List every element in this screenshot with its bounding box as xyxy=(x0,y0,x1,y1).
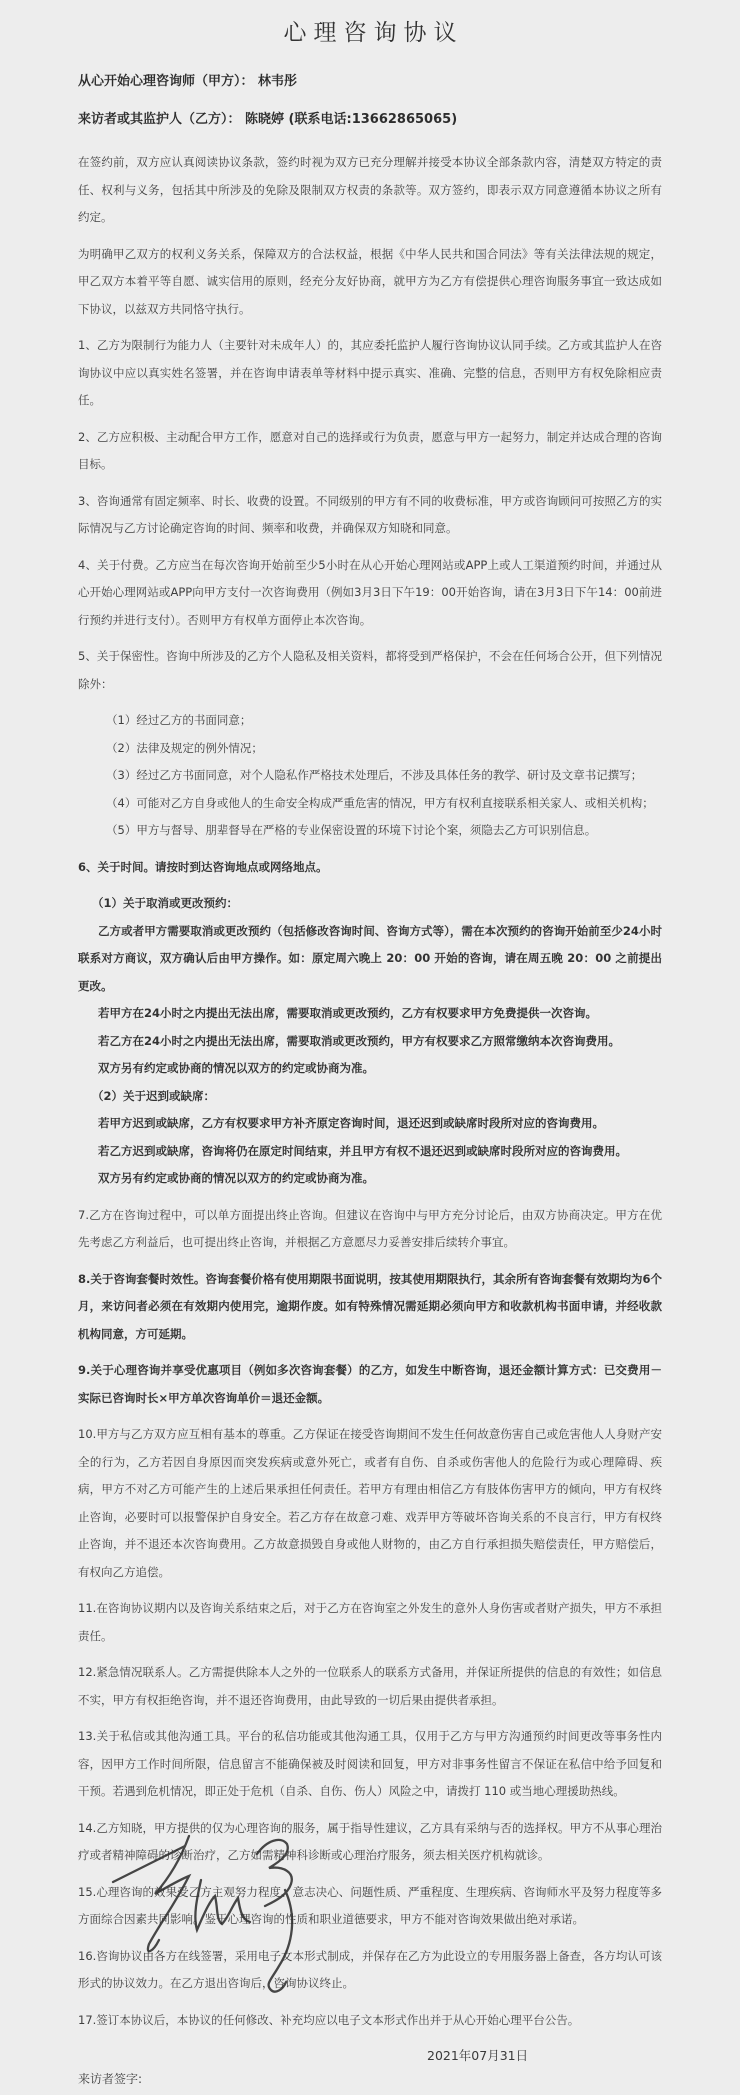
paragraph: 在签约前，双方应认真阅读协议条款，签约时视为双方已充分理解并接受本协议全部条款内容，清楚双方特定的责任、权利与义务，包括其中所涉及的免除及限制双方权责的条款等。双方签约，即表示双方同意遵循本协议之所有约定。 xyxy=(78,155,662,224)
paragraph: 若甲方迟到或缺席，乙方有权要求甲方补齐原定咨询时间，退还迟到或缺席时段所对应的咨询费用。 xyxy=(98,1116,604,1130)
agreement-content xyxy=(78,0,662,2087)
paragraph: 2、乙方应积极、主动配合甲方工作，愿意对自己的选择或行为负责，愿意与甲方一起努力，制定并达成合理的咨询目标。 xyxy=(78,429,662,471)
paragraph: 7.乙方在咨询过程中，可以单方面提出终止咨询。但建议在咨询中与甲方充分讨论后，由双方协商决定。甲方在优先考虑乙方利益后，也可提出终止咨询，并根据乙方意愿尽力妥善安排后续转介事宜。 xyxy=(78,1207,662,1249)
paragraph: 双方另有约定或协商的情况以双方的约定或协商为准。 xyxy=(98,1061,374,1075)
paragraph: 16.咨询协议由各方在线签署，采用电子文本形式制成，并保存在乙方为此设立的专用服务器上备查，各方均认可该形式的协议效力。在乙方退出咨询后，咨询协议终止。 xyxy=(78,1948,662,1990)
paragraph: 5、关于保密性。咨询中所涉及的乙方个人隐私及相关资料，都将受到严格保护，不会在任何场合公开，但下列情况除外： xyxy=(78,649,662,691)
party-a-line: 从心开始心理咨询师（甲方）： 林韦彤 xyxy=(78,74,298,89)
paragraph: （1）关于取消或更改预约： xyxy=(92,896,239,910)
paragraph-list xyxy=(78,149,662,2034)
paragraph: （4）可能对乙方自身或他人的生命安全构成严重危害的情况，甲方有权利直接联系相关家人、或相关机构； xyxy=(106,795,654,810)
paragraph: 17.签订本协议后，本协议的任何修改、补充均应以电子文本形式作出并于从心开始心理平台公告。 xyxy=(78,2012,580,2027)
paragraph: （3）经过乙方书面同意，对个人隐私作严格技术处理后，不涉及具体任务的教学、研讨及文章书记撰写； xyxy=(106,768,643,782)
paragraph: （2）法律及规定的例外情况； xyxy=(106,740,263,755)
signature-label: 来访者签字: xyxy=(78,2072,143,2086)
page-title: 心理咨询协议 xyxy=(283,20,464,46)
signature-date: 2021年07月31日 xyxy=(427,2048,529,2063)
paragraph: （1）经过乙方的书面同意； xyxy=(106,713,252,727)
paragraph: 8.关于咨询套餐时效性。咨询套餐价格有使用期限书面说明，按其使用期限执行，其余所有咨询套餐有效期均为6个月，来访问者必须在有效期内使用完，逾期作废。如有特殊情况需延期必须向甲方和收款机构书面申请，并经收款机构同意，方可延期。 xyxy=(78,1271,662,1341)
paragraph: 9.关于心理咨询并享受优惠项目（例如多次咨询套餐）的乙方，如发生中断咨询，退还金额计算方式：已交费用－实际已咨询时长×甲方单次咨询单价＝退还金额。 xyxy=(78,1363,662,1405)
paragraph: （5）甲方与督导、朋辈督导在严格的专业保密设置的环境下讨论个案，须隐去乙方可识别信息。 xyxy=(106,823,597,837)
paragraph: 4、关于付费。乙方应当在每次咨询开始前至少5小时在从心开始心理网站或APP上或人工渠道预约时间，并通过从心开始心理网站或APP向甲方支付一次咨询费用（例如3月3日下午19：00开始咨询，请在3月3日下午14：00前进行预约并进行支付）。否则甲方有权单方面停止本次咨询。 xyxy=(78,557,662,627)
party-b-line: 来访者或其监护人（乙方）： 陈晓婷 (联系电话:13662865065) xyxy=(78,112,458,127)
paragraph: 3、咨询通常有固定频率、时长、收费的设置。不同级别的甲方有不同的收费标准，甲方或咨询顾问可按照乙方的实际情况与乙方讨论确定咨询的时间、频率和收费，并确保双方知晓和同意。 xyxy=(78,493,662,535)
paragraph: 双方另有约定或协商的情况以双方的约定或协商为准。 xyxy=(98,1171,374,1185)
paragraph: 为明确甲乙双方的权利义务关系，保障双方的合法权益，根据《中华人民共和国合同法》等有关法律法规的规定，甲乙双方本着平等自愿、诚实信用的原则，经充分友好协商，就甲方为乙方有偿提供心理咨询服务事宜一致达成如下协议，以兹双方共同恪守执行。 xyxy=(78,246,662,316)
paragraph: 11.在咨询协议期内以及咨询关系结束之后，对于乙方在咨询室之外发生的意外人身伤害或者财产损失，甲方不承担责任。 xyxy=(78,1601,662,1643)
paragraph: 1、乙方为限制行为能力人（主要针对未成年人）的，其应委托监护人履行咨询协议认同手续。乙方或其监护人在咨询协议中应以真实姓名签署，并在咨询申请表单等材料中提示真实、准确、完整的信息，否则甲方有权免除相应责任。 xyxy=(78,338,662,407)
paragraph: 乙方或者甲方需要取消或更改预约（包括修改咨询时间、咨询方式等），需在本次预约的咨询开始前至少24小时联系对方商议，双方确认后由甲方操作。如：原定周六晚上 20：00 开始的咨询，请在周五晚 20：00 之前提出更改。 xyxy=(78,923,662,993)
paragraph: 13.关于私信或其他沟通工具。平台的私信功能或其他沟通工具，仅用于乙方与甲方沟通预约时间更改等事务性内容，因甲方工作时间所限，信息留言不能确保被及时阅读和回复，甲方对非事务性留言不保证在私信中给予回复和干预。若遇到危机情况，即正处于危机（自杀、自伤、伤人）风险之中，请拨打 110 或当地心理援助热线。 xyxy=(78,1729,662,1798)
paragraph: 若乙方在24小时之内提出无法出席，需要取消或更改预约，甲方有权要求乙方照常缴纳本次咨询费用。 xyxy=(98,1033,620,1048)
paragraph: （2）关于迟到或缺席： xyxy=(92,1088,216,1103)
paragraph: 6、关于时间。请按时到达咨询地点或网络地点。 xyxy=(78,859,328,874)
signature-image xyxy=(105,1834,335,1994)
paragraph: 12.紧急情况联系人。乙方需提供除本人之外的一位联系人的联系方式备用，并保证所提供的信息的有效性；如信息不实，甲方有权拒绝咨询，并不退还咨询费用，由此导致的一切后果由提供者承担。 xyxy=(78,1665,662,1707)
paragraph: 14.乙方知晓，甲方提供的仅为心理咨询的服务，属于指导性建议，乙方具有采纳与否的选择权。甲方不从事心理治疗或者精神障碍的诊断治疗，乙方如需精神科诊断或心理治疗服务，须去相关医疗机构就诊。 xyxy=(78,1820,662,1862)
paragraph: 10.甲方与乙方双方应互相有基本的尊重。乙方保证在接受咨询期间不发生任何故意伤害自己或危害他人人身财产安全的行为，乙方若因自身原因而突发疾病或意外死亡，或者有自伤、自杀或伤害他人的危险行为或心理障碍、疾病，甲方不对乙方可能产生的上述后果承担任何责任。若甲方有理由相信乙方有肢体伤害甲方的倾向，甲方有权终止咨询，必要时可以报警保护自身安全。若乙方存在故意刁难、戏弄甲方等破坏咨询关系的不良言行，甲方有权终止咨询，并不退还本次咨询费用。乙方故意损毁自身或他人财物的，由乙方自行承担损失赔偿责任，甲方赔偿后，有权向乙方追偿。 xyxy=(78,1427,662,1579)
paragraph: 若甲方在24小时之内提出无法出席，需要取消或更改预约，乙方有权要求甲方免费提供一次咨询。 xyxy=(98,1006,597,1020)
paragraph: 15.心理咨询的效果受乙方主观努力程度、意志决心、问题性质、严重程度、生理疾病、咨询师水平及努力程度等多方面综合因素共同影响。鉴于心理咨询的性质和职业道德要求，甲方不能对咨询效果做出绝对承诺。 xyxy=(78,1884,662,1926)
paragraph: 若乙方迟到或缺席，咨询将仍在原定时间结束，并且甲方有权不退还迟到或缺席时段所对应的咨询费用。 xyxy=(98,1143,627,1158)
